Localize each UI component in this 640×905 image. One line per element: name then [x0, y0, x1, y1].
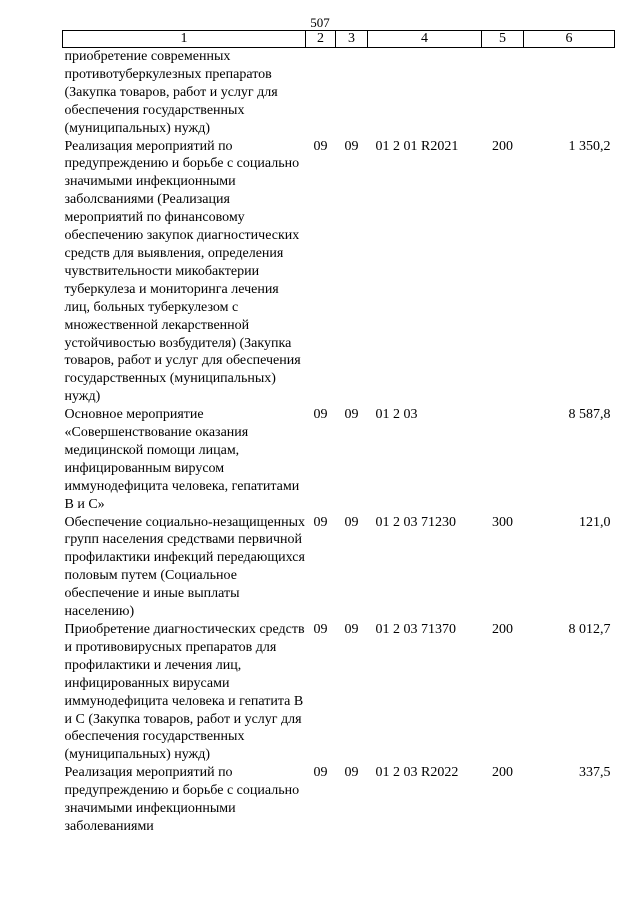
column-header-4: 4	[368, 31, 482, 48]
table-row	[63, 621, 615, 764]
row-name: Реализация мероприятий по предупреждению и борьбе с социально значимыми инфекционными заболеваниями	[64, 765, 300, 834]
row-subsection: 09	[344, 407, 359, 423]
row-name: приобретение современных противотуберкулезных препаратов (Закупка товаров, работ и услуг для обеспечения государственных (муниципальных) нужд)	[64, 49, 278, 136]
table-row	[63, 406, 615, 513]
row-name: Основное мероприятие «Совершенствование оказания медицинской помощи лицам, инфицированным вирусом иммунодефицита человека, гепатитами В и С»	[64, 407, 300, 512]
row-expense-type: 200	[492, 765, 513, 781]
row-section: 09	[313, 514, 328, 530]
row-section: 09	[313, 765, 328, 781]
row-expense-type: 300	[492, 514, 513, 530]
row-target-article: 01 2 03 71370	[375, 622, 456, 637]
row-name: Обеспечение социально-незащищенных групп населения средствами первичной профилактики инфекций передающихся половым путем (Социальное обеспечение и иные выплаты населению)	[64, 514, 305, 620]
column-header-2: 2	[306, 31, 336, 48]
row-amount: 1 350,2	[568, 138, 611, 154]
row-expense-type	[482, 48, 524, 138]
row-section: 09	[313, 622, 328, 637]
row-subsection: 09	[344, 138, 359, 154]
table-row	[63, 514, 615, 621]
column-header-3: 3	[336, 31, 368, 48]
row-amount: 8 012,7	[568, 622, 611, 637]
row-target-article	[368, 48, 482, 138]
page-number: 507	[310, 15, 330, 30]
table-header-row	[63, 31, 615, 48]
column-header-1: 1	[63, 31, 306, 48]
row-amount	[524, 48, 615, 138]
table-row	[63, 138, 615, 407]
row-name: Приобретение диагностических средств и противовирусных препаратов для профилактики и лечения лиц, инфицированных вирусами иммунодефицита человека и гепатита В и С (Закупка товаров, работ и услуг для обеспечения государственных (муниципальных) нужд)	[64, 622, 305, 763]
row-subsection: 09	[344, 765, 359, 781]
row-name: Реализация мероприятий по предупреждению и борьбе с социально значимыми инфекционными заболсваниями (Реализация мероприятий по финансовому обеспечению закупок диагностических средств для выявления, определения чувствительности микобактерии туберкулеза и мониторинга лечения лиц, больных туберкулезом с множественной лекарственной устойчивостью возбудителя) (Закупка товаров, работ и услуг для обеспечения государственных (муниципальных) нужд)	[64, 138, 301, 405]
row-amount: 121,0	[579, 514, 611, 530]
row-subsection: 09	[344, 622, 359, 637]
row-section	[306, 48, 336, 138]
row-expense-type: 200	[492, 138, 513, 154]
row-expense-type	[482, 406, 524, 513]
row-target-article: 01 2 03 71230	[375, 514, 456, 530]
table-row	[63, 48, 615, 138]
row-subsection: 09	[344, 514, 359, 530]
budget-table	[62, 30, 615, 836]
row-amount: 337,5	[579, 765, 611, 781]
row-target-article: 01 2 03 R2022	[375, 765, 459, 781]
row-section: 09	[313, 407, 328, 423]
row-subsection	[336, 48, 368, 138]
column-header-6: 6	[524, 31, 615, 48]
table-row	[63, 764, 615, 836]
row-section: 09	[313, 138, 328, 154]
row-expense-type: 200	[492, 622, 513, 637]
row-amount: 8 587,8	[568, 407, 611, 423]
column-header-5: 5	[482, 31, 524, 48]
row-target-article: 01 2 01 R2021	[375, 138, 459, 154]
row-target-article: 01 2 03	[375, 407, 418, 423]
